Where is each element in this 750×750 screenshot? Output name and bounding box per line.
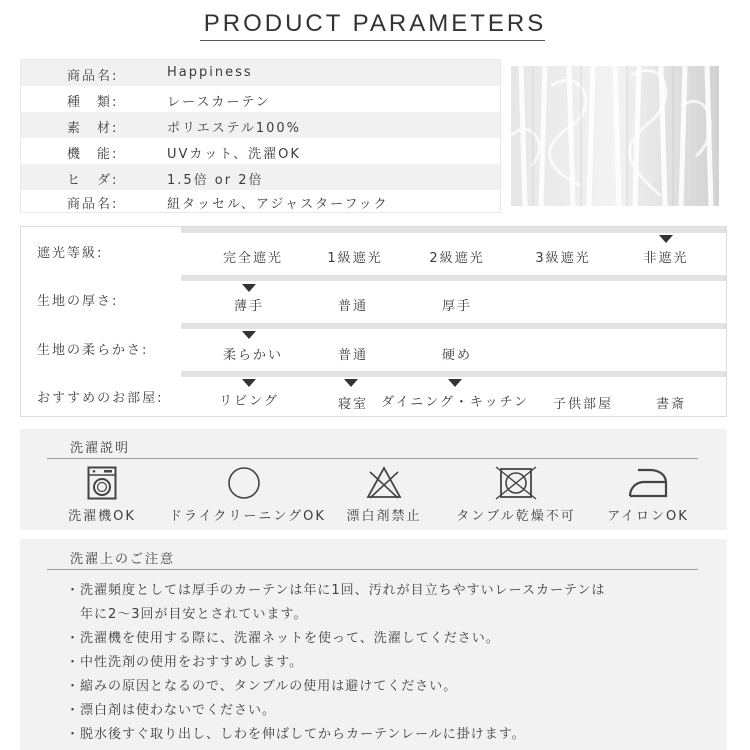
curtain-photo xyxy=(511,66,719,206)
selected-marker-icon xyxy=(448,379,462,387)
title-underline xyxy=(200,40,545,41)
dry-cleaning-icon xyxy=(227,465,261,501)
selected-marker-icon xyxy=(659,235,673,243)
caution-line: ・洗濯機を使用する際に、洗濯ネットを使って、洗濯してください。 xyxy=(66,631,500,646)
wash-label: タンブル乾燥不可 xyxy=(456,509,576,524)
wash-label: 漂白剤禁止 xyxy=(346,509,422,524)
caution-line: ・洗濯頻度としては厚手のカーテンは年に1回、汚れが目立ちやすいレースカーテンは xyxy=(66,583,606,598)
spec-row xyxy=(21,86,500,112)
rating-option: 1級遮光 xyxy=(327,251,383,266)
spec-row xyxy=(21,60,500,86)
rating-option: 硬め xyxy=(441,348,473,363)
spec-row xyxy=(21,164,500,190)
rating-header-bar xyxy=(181,323,726,329)
selected-marker-icon xyxy=(242,284,256,292)
wash-label: アイロンOK xyxy=(607,509,689,524)
wash-item xyxy=(441,465,591,524)
selected-marker-icon xyxy=(242,331,256,339)
section-divider xyxy=(47,458,698,459)
spec-value: レースカーテン xyxy=(167,95,271,110)
wash-label: ドライクリーニングOK xyxy=(169,509,326,524)
rating-option: 薄手 xyxy=(233,299,265,314)
rating-option: 子供部屋 xyxy=(552,397,614,412)
washing-machine-icon xyxy=(87,465,117,501)
spec-label: 機 能: xyxy=(67,147,119,162)
caution-line: ・漂白剤は使わないでください。 xyxy=(66,703,277,718)
no-bleach-icon xyxy=(366,465,402,501)
spec-value: Happiness xyxy=(167,65,253,80)
rating-label: おすすめのお部屋: xyxy=(37,391,164,406)
rating-option: 3級遮光 xyxy=(535,251,591,266)
rating-row-softness xyxy=(21,323,726,371)
rating-option: 柔らかい xyxy=(222,348,284,363)
spec-label: 商品名: xyxy=(67,197,119,212)
spec-row xyxy=(21,188,500,214)
wash-label: 洗濯機OK xyxy=(68,509,136,524)
rating-option: 寝室 xyxy=(337,397,369,412)
washing-section xyxy=(20,429,727,530)
rating-option: ダイニング・キッチン xyxy=(380,395,530,410)
caution-section xyxy=(20,539,727,750)
spec-label: ヒ ダ: xyxy=(67,173,119,188)
selected-marker-icon xyxy=(344,379,358,387)
wash-item xyxy=(27,465,177,524)
rating-row-room xyxy=(21,371,726,416)
caution-line: 年に2～3回が目安とされています。 xyxy=(66,607,308,622)
rating-label: 遮光等級: xyxy=(37,246,104,261)
washing-title: 洗濯説明 xyxy=(70,441,131,456)
spec-value: UVカット、洗濯OK xyxy=(167,147,301,162)
spec-table xyxy=(20,59,501,213)
caution-line: ・脱水後すぐ取り出し、しわを伸ばしてからカーテンレールに掛けます。 xyxy=(66,727,526,742)
wash-item xyxy=(309,465,459,524)
spec-label: 素 材: xyxy=(67,121,119,136)
wash-item xyxy=(573,465,723,524)
rating-row-shading xyxy=(21,227,726,275)
rating-option: 厚手 xyxy=(441,299,473,314)
caution-line: ・縮みの原因となるので、タンブルの使用は避けてください。 xyxy=(66,679,458,694)
rating-label: 生地の柔らかさ: xyxy=(37,343,149,358)
rating-header-bar xyxy=(181,275,726,281)
spec-label: 種 類: xyxy=(67,95,119,110)
rating-option: 普通 xyxy=(337,348,369,363)
rating-option: 完全遮光 xyxy=(222,251,284,266)
spec-row xyxy=(21,112,500,138)
spec-value: 1.5倍 or 2倍 xyxy=(167,173,264,188)
rating-option: 普通 xyxy=(337,299,369,314)
spec-label: 商品名: xyxy=(67,69,119,84)
rating-label: 生地の厚さ: xyxy=(37,294,119,309)
selected-marker-icon xyxy=(242,379,256,387)
section-divider xyxy=(47,569,698,570)
rating-row-thickness xyxy=(21,275,726,323)
iron-icon xyxy=(628,465,668,501)
rating-option: リビング xyxy=(219,394,279,409)
rating-header-bar xyxy=(181,371,726,377)
rating-table xyxy=(20,226,727,417)
page-title: PRODUCT PARAMETERS xyxy=(203,10,547,37)
no-tumble-dry-icon xyxy=(494,465,538,501)
rating-header-bar xyxy=(181,227,726,233)
wash-item xyxy=(169,465,326,524)
spec-row xyxy=(21,138,500,164)
rating-option: 書斎 xyxy=(655,397,687,412)
rating-option: 2級遮光 xyxy=(429,251,485,266)
caution-title: 洗濯上のご注意 xyxy=(70,552,176,567)
spec-value: ポリエステル100% xyxy=(167,121,301,136)
spec-value: 紐タッセル、アジャスターフック xyxy=(167,197,389,212)
rating-option: 非遮光 xyxy=(643,251,689,266)
caution-line: ・中性洗剤の使用をおすすめします。 xyxy=(66,655,304,670)
